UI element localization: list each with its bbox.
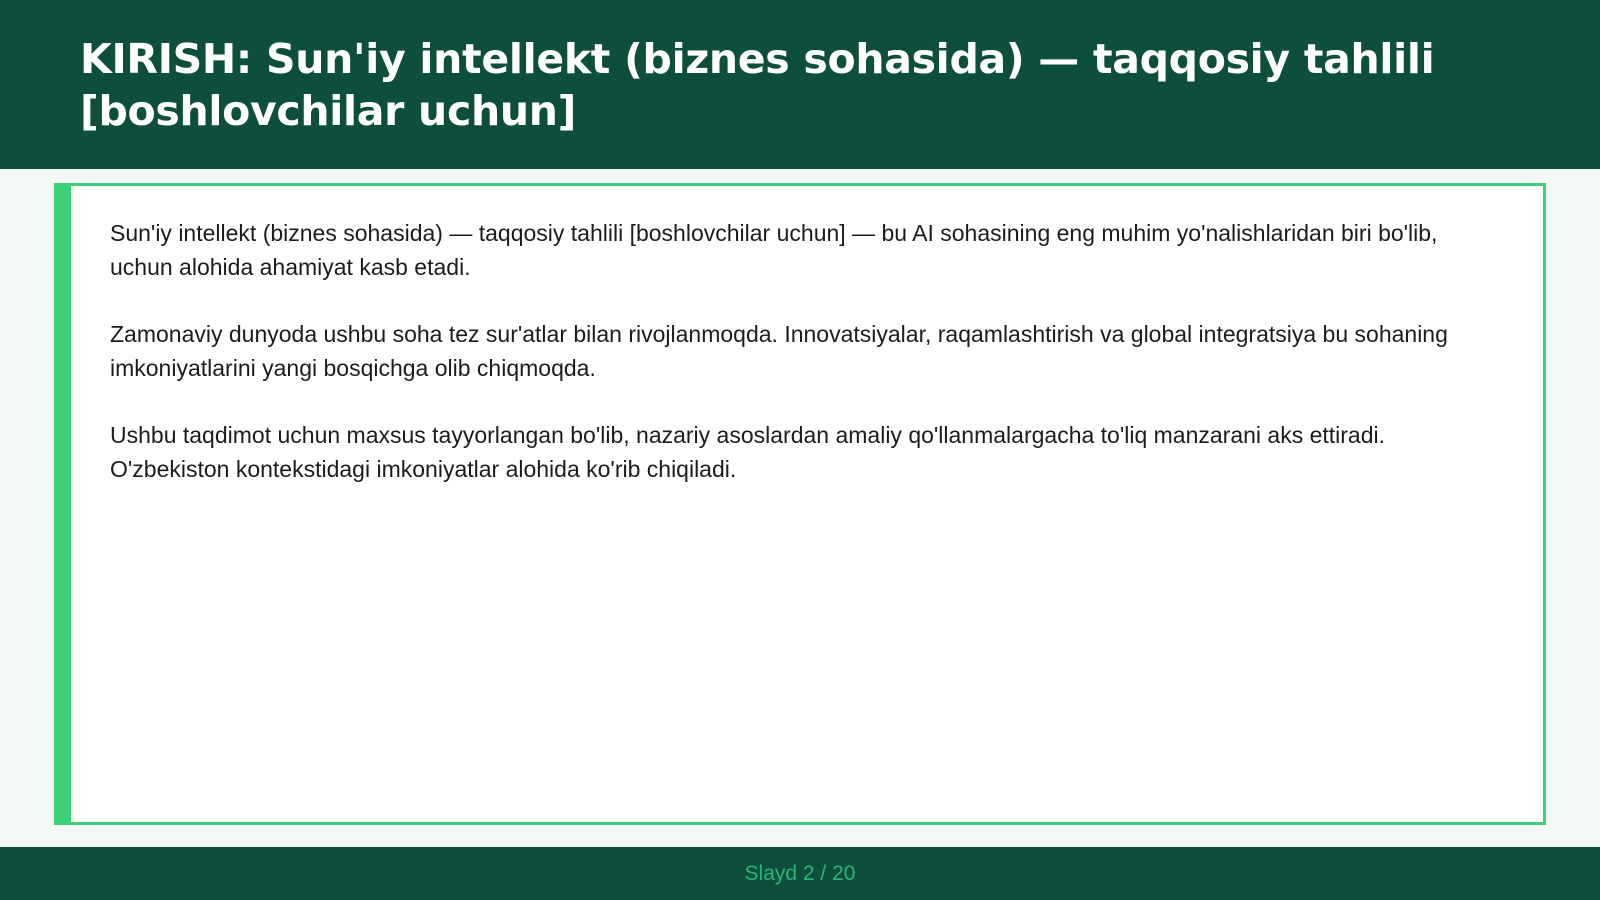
content-card <box>54 183 1546 825</box>
slide-footer <box>0 847 1600 900</box>
slide-header <box>0 0 1600 169</box>
paragraph-modern-world: Zamonaviy dunyoda ushbu soha tez sur'atlar bilan rivojlanmoqda. Innovatsiyalar, raqamlashtirish va global integratsiya bu sohaning imkoniyatlarini yangi bosqichga olib chiqmoqda. <box>110 321 1448 381</box>
paragraph-intro: Sun'iy intellekt (biznes sohasida) — taqqosiy tahlili [boshlovchilar uchun] — bu AI sohasining eng muhim yo'nalishlaridan biri bo'lib, uchun alohida ahamiyat kasb etadi. <box>110 220 1438 280</box>
slide-title: KIRISH: Sun'iy intellekt (biznes sohasida) — taqqosiy tahlili [boshlovchilar uchun] <box>80 35 1435 135</box>
slide-counter: Slayd 2 / 20 <box>744 861 856 885</box>
paragraph-presentation: Ushbu taqdimot uchun maxsus tayyorlangan bo'lib, nazariy asoslardan amaliy qo'llanmalargacha to'liq manzarani aks ettiradi. O'zbekiston kontekstidagi imkoniyatlar alohida ko'rib chiqiladi. <box>110 422 1386 482</box>
